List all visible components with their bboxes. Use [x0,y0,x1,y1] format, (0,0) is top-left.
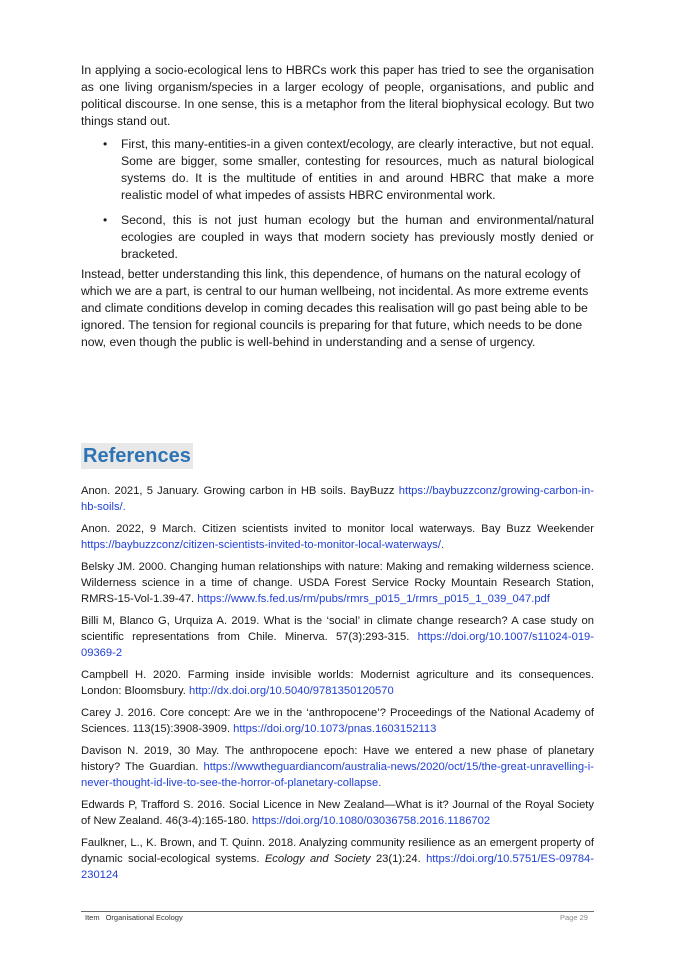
reference-text: Anon. 2021, 5 January. Growing carbon in HB soils. BayBuzz [81,485,399,497]
bullet-item [81,136,594,204]
reference-text: Carey J. 2016. Core concept: Are we in the ‘anthropocene’? Proceedings of the National Academy of Sciences. 113(15):3908-3909. [81,707,594,735]
reference-link[interactable]: https://doi.org/10.1080/03036758.2016.1186702 [252,815,491,827]
footer-page-number: Page 29 [560,913,588,922]
bullet-text: Second, this is not just human ecology but the human and environmental/natural ecologies are coupled in ways that modern society has previously mostly denied or bracketed. [121,213,594,261]
reference-link[interactable]: http://dx.doi.org/10.5040/9781350120570 [189,685,394,697]
reference-link[interactable]: https://baybuzzconz/growing-carbon-in-hb-soils/. [81,485,594,513]
reference-text: Campbell H. 2020. Farming inside invisible worlds: Modernist agriculture and its consequences. London: Bloomsbury. [81,669,594,697]
reference-text: Davison N. 2019, 30 May. The anthropocene epoch: Have we entered a new phase of planetary history? The Guardian. [81,745,594,773]
reference-item [81,835,594,883]
journal-name: Ecology and Society [264,853,371,865]
references-heading: References [83,445,191,467]
reference-link[interactable]: https://doi.org/10.1007/s11024-019-09369-2 [81,631,594,659]
reference-item [81,667,594,699]
footer-left [85,913,189,922]
reference-item [81,743,594,791]
reference-item [81,797,594,829]
reference-text: 23(1):24. [370,853,427,865]
bullet-dot-icon: • [103,137,108,151]
reference-link[interactable]: https://wwwtheguardiancom/australia-news/2020/oct/15/the-great-unravelling-i-never-thought-id-live-to-see-the-horror-of-planetary-collapse. [81,761,594,789]
bullet-dot-icon: • [103,213,108,227]
reference-item [81,613,594,661]
reference-item [81,559,594,607]
reference-item [81,705,594,737]
reference-link[interactable]: https://doi.org/10.5751/ES-09784-230124 [81,853,594,881]
closing-paragraph: Instead, better understanding this link, this dependence, of humans on the natural ecology of which we are a part, is central to our human wellbeing, not incidental. As more extreme events and climate conditions develop in coming decades this realisation will go past being able to be ignored. The tension for regional councils is preparing for that future, which needs to be done now, even though the public is well-behind in understanding and a sense of urgency. [81,267,589,349]
reference-text: Billi M, Blanco G, Urquiza A. 2019. What is the ‘social’ in climate change research? A case study on scientific representations from Chile. Minerva. 57(3):293-315. [81,615,594,643]
reference-text: Faulkner, L., K. Brown, and T. Quinn. 2018. Analyzing community resilience as an emergent property of dynamic social-ecological systems. [81,837,594,865]
footer-item-label: Item [85,913,100,922]
bullet-item [81,212,594,263]
reference-text: Anon. 2022, 9 March. Citizen scientists invited to monitor local waterways. Bay Buzz Weekender [81,523,594,535]
bullet-text: First, this many-entities-in a given context/ecology, are clearly interactive, but not equal. Some are bigger, some smaller, contesting for resources, much as natural biological systems do. It is the multitude of entities in and around HBRC that make a more realistic model of what impedes of assists HBRC environmental work. [121,137,594,202]
references-list [81,483,594,889]
bullet-list [81,136,594,271]
reference-link[interactable]: https://www.fs.fed.us/rm/pubs/rmrs_p015_1/rmrs_p015_1_039_047.pdf [197,593,550,605]
reference-link[interactable]: https://doi.org/10.1073/pnas.1603152113 [233,723,437,735]
reference-link[interactable]: https://baybuzzconz/citizen-scientists-invited-to-monitor-local-waterways/. [81,539,445,551]
reference-text: Edwards P, Trafford S. 2016. Social Licence in New Zealand—What is it? Journal of the Royal Society of New Zealand. 46(3-4):165-180. [81,799,594,827]
footer-title: Organisational Ecology [105,913,183,922]
intro-paragraph: In applying a socio-ecological lens to HBRCs work this paper has tried to see the organisation as one living organism/species in a larger ecology of people, organisations, and public and political discourse. In one sense, this is a metaphor from the literal biophysical ecology. But two things stand out. [81,63,594,128]
reference-text: Belsky JM. 2000. Changing human relationships with nature: Making and remaking wilderness science. Wilderness science in a time of change. USDA Forest Service Rocky Mountain Research Station, RMRS-15-Vol-1.39-47. [81,561,594,605]
reference-item [81,483,594,515]
reference-item [81,521,594,553]
footer-divider [81,911,594,912]
